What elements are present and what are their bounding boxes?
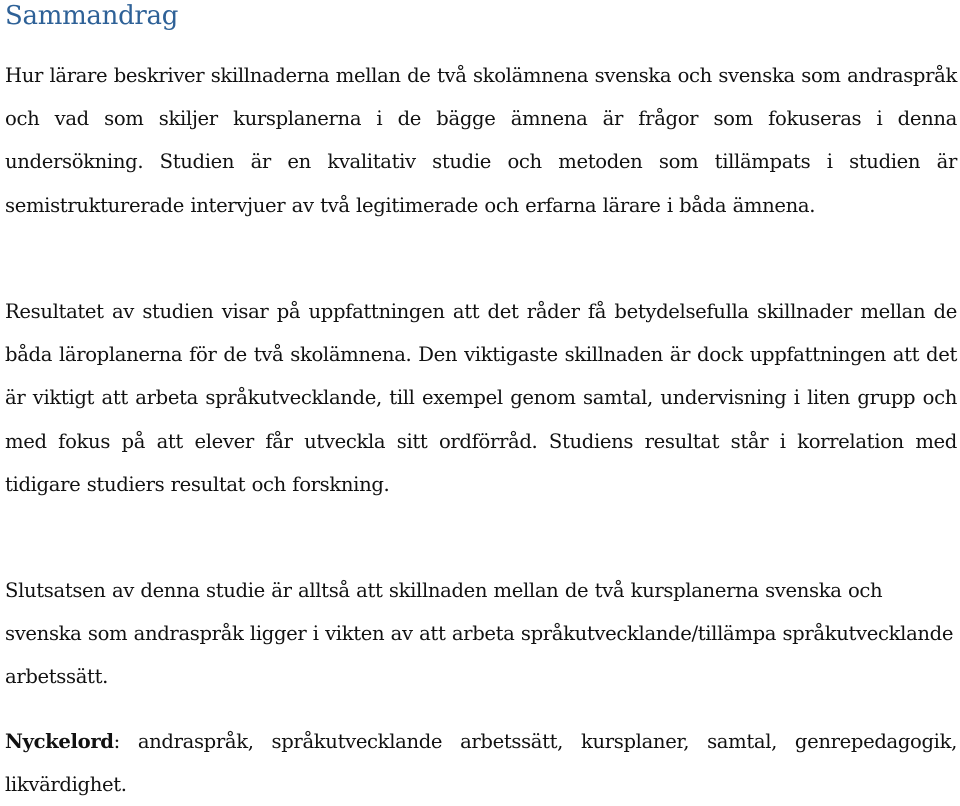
page-title: Sammandrag xyxy=(5,1,179,31)
paragraph-intro: Hur lärare beskriver skillnaderna mellan de två skolämnena svenska och svenska som andraspråk och vad som skiljer kursplanerna i de bägge ämnena är frågor som fokuseras i denna undersökning. Studien är en kvalitativ studie och metoden som tillämpats i studien är semistrukturerade intervjuer av två legitimerade och erfarna lärare i båda ämnena. xyxy=(5,64,957,217)
keywords-list: andraspråk, språkutvecklande arbetssätt, kursplaner, samtal, genrepedagogik, likvärdighet. xyxy=(5,730,957,797)
keywords-separator: : xyxy=(113,730,120,753)
keywords-line xyxy=(5,720,957,806)
keywords-label: Nyckelord xyxy=(5,730,114,753)
paragraph-results: Resultatet av studien visar på uppfattningen att det råder få betydelsefulla skillnader mellan de båda läroplanerna för de två skolämnena. Den viktigaste skillnaden är dock uppfattningen att det är viktigt att arbeta språkutvecklande, till exempel genom samtal, undervisning i liten grupp och med fokus på att elever får utveckla sitt ordförråd. Studiens resultat står i korrelation med tidigare studiers resultat och forskning. xyxy=(5,300,957,496)
paragraph-conclusion: Slutsatsen av denna studie är alltså att skillnaden mellan de två kursplanerna svenska och svenska som andraspråk ligger i vikten av att arbeta språkutvecklande/tillämpa språkutvecklande arbetssätt. xyxy=(5,579,954,689)
